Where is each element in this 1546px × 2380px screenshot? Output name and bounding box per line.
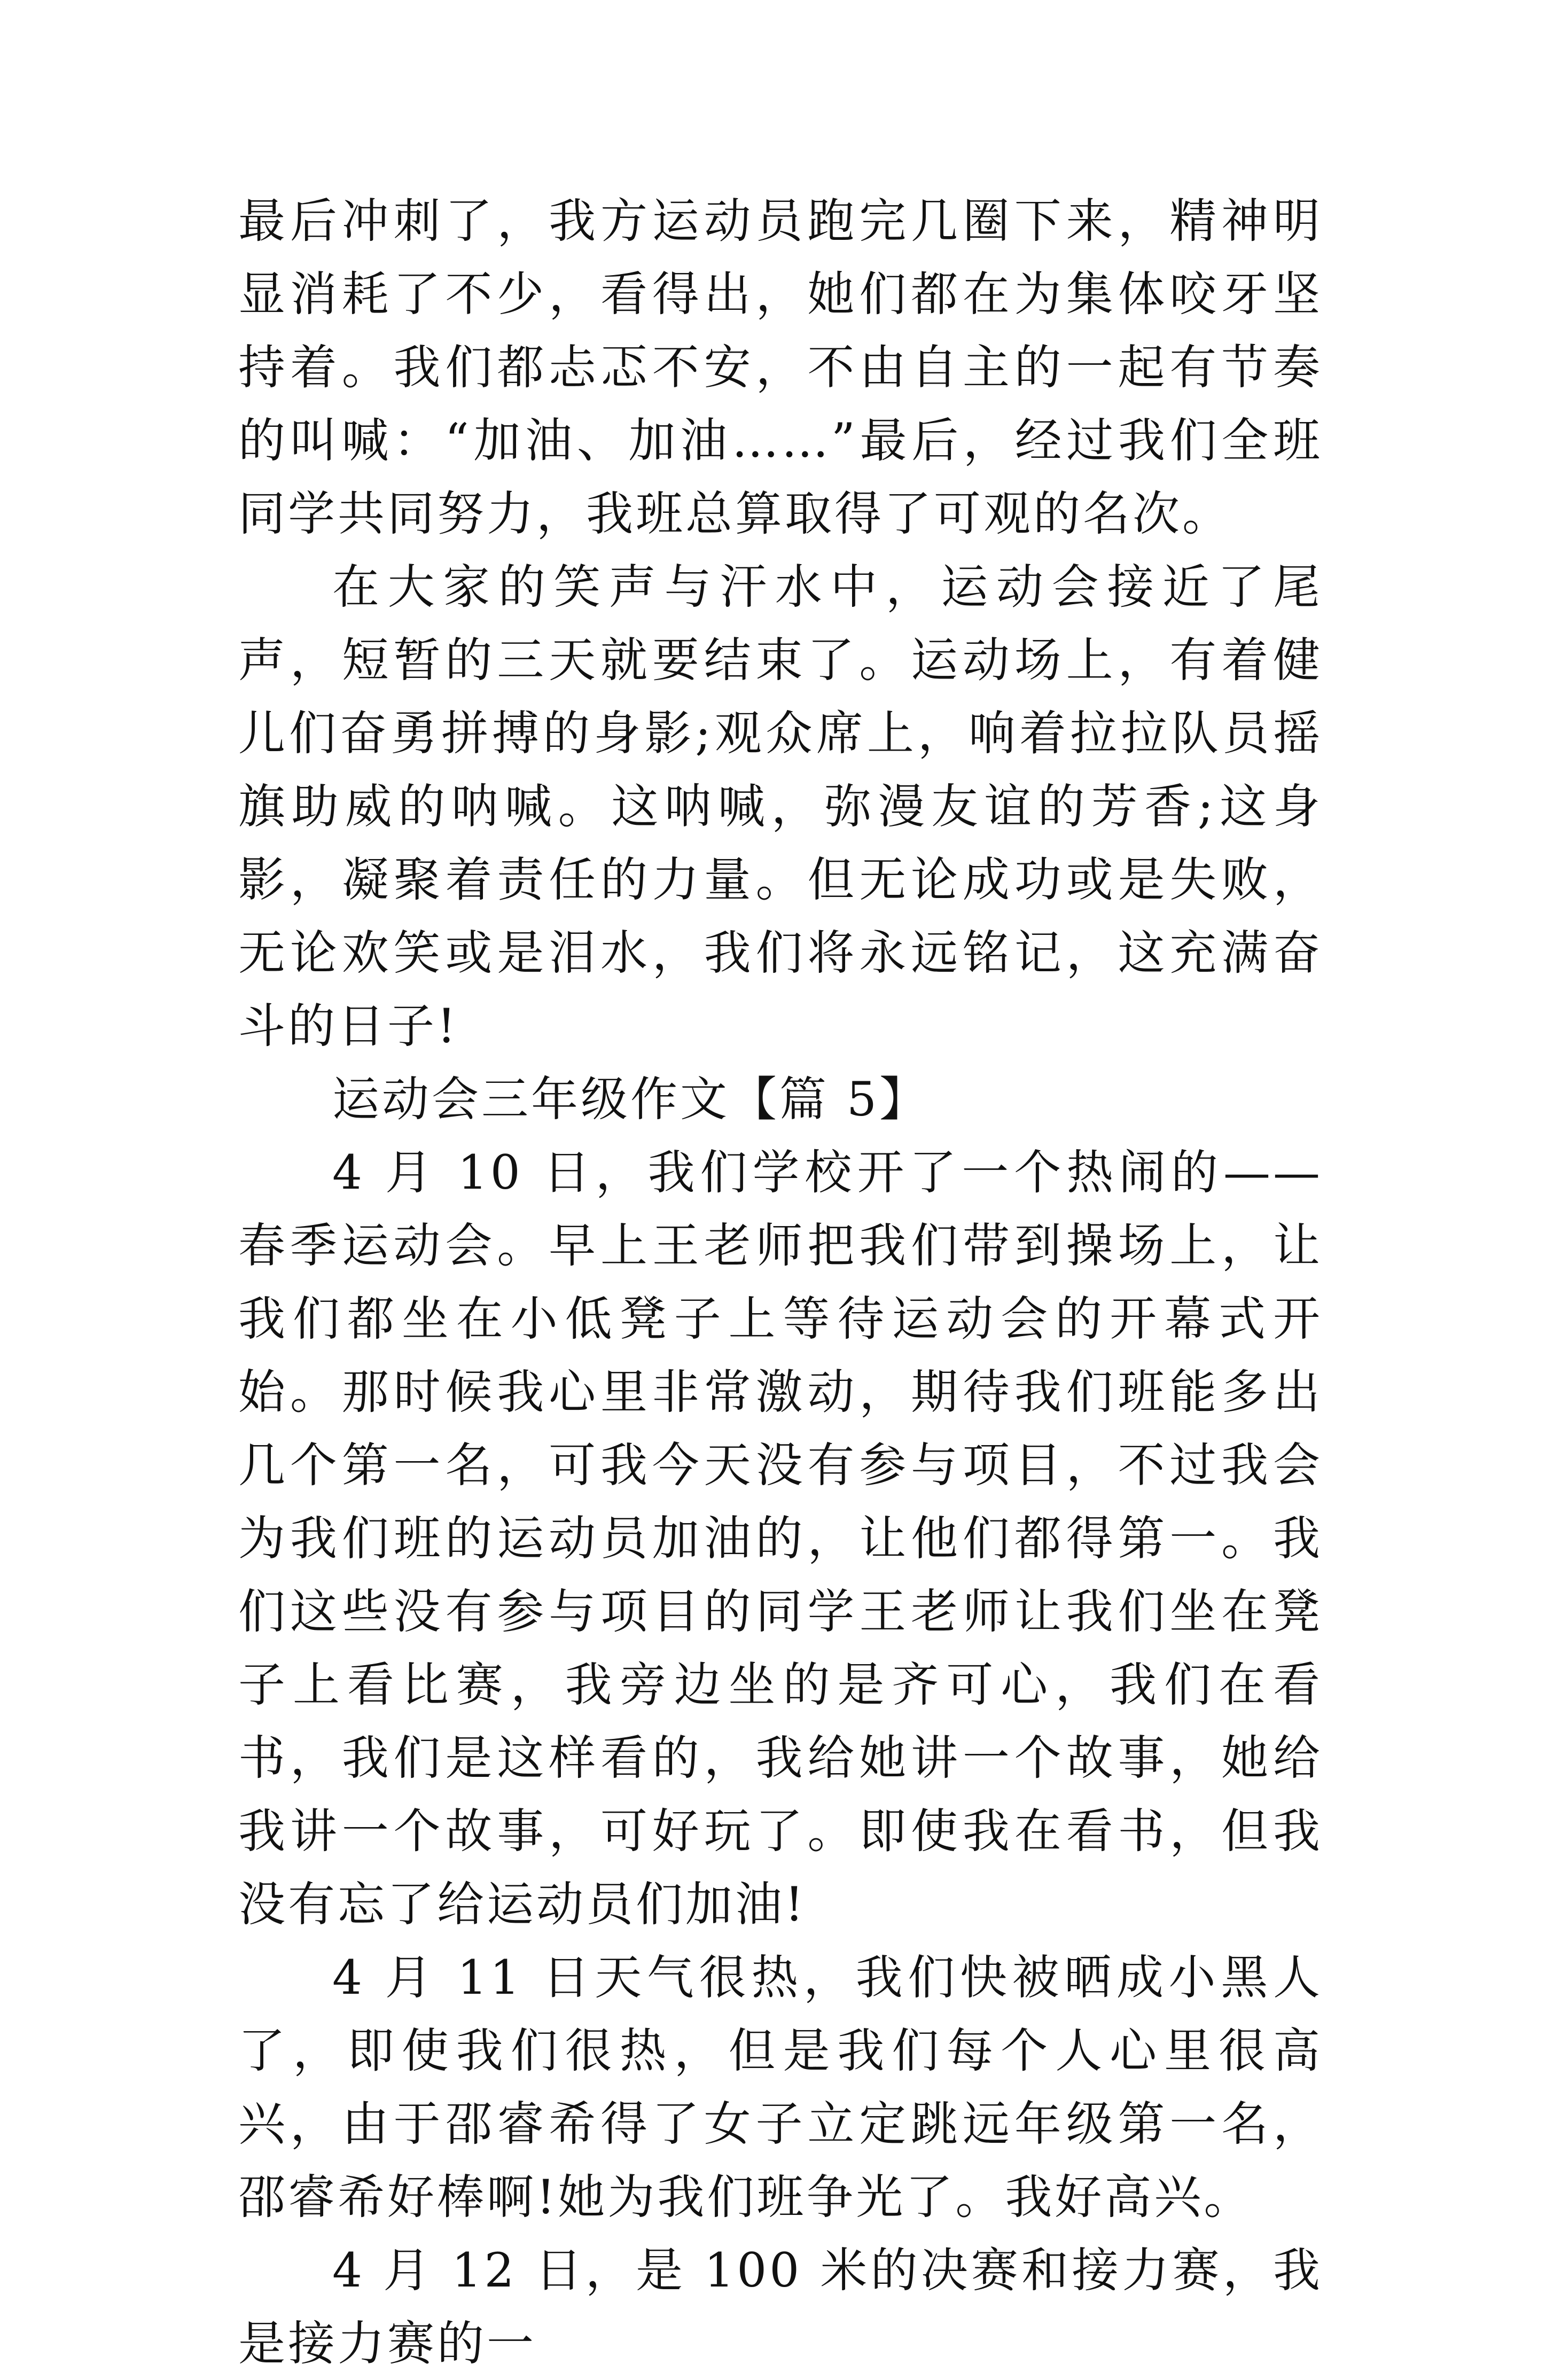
paragraph-april-12: 4 月 12 日，是 100 米的决赛和接力赛，我是接力赛的一 [238, 2243, 1323, 2371]
paragraph-april-10: 4 月 10 日，我们学校开了一个热闹的——春季运动会。早上王老师把我们带到操场上，让我们都坐在小低凳子上等待运动会的开幕式开始。那时候我心里非常激动，期待我们班能多出几个第一名，可我今天没有参与项目，不过我会为我们班的运动员加油的，让他们都得第一。我们这些没有参与项目的同学王老师让我们坐在凳子上看比赛，我旁边坐的是齐可心，我们在看书，我们是这样看的，我给她讲一个故事，她给我讲一个故事，可好玩了。即使我在看书，但我没有忘了给运动员们加油! [238, 1145, 1323, 1932]
document-body [238, 184, 1323, 2380]
section-heading: 运动会三年级作文【篇 5】 [332, 1072, 929, 1127]
paragraph-continuation: 最后冲刺了，我方运动员跑完几圈下来，精神明显消耗了不少，看得出，她们都在为集体咬牙坚持着。我们都忐忑不安，不由自主的一起有节奏的叫喊：“加油、加油……”最后，经过我们全班同学共同努力，我班总算取得了可观的名次。 [238, 193, 1323, 541]
paragraph-closing: 在大家的笑声与汗水中，运动会接近了尾声，短暂的三天就要结束了。运动场上，有着健儿们奋勇拼搏的身影;观众席上，响着拉拉队员摇旗助威的呐喊。这呐喊，弥漫友谊的芳香;这身影，凝聚着责任的力量。但无论成功或是失败，无论欢笑或是泪水，我们将永远铭记，这充满奋斗的日子! [238, 559, 1323, 1054]
paragraph-april-11: 4 月 11 日天气很热，我们快被晒成小黑人了，即使我们很热，但是我们每个人心里很高兴，由于邵睿希得了女子立定跳远年级第一名，邵睿希好棒啊!她为我们班争光了。我好高兴。 [238, 1950, 1323, 2225]
